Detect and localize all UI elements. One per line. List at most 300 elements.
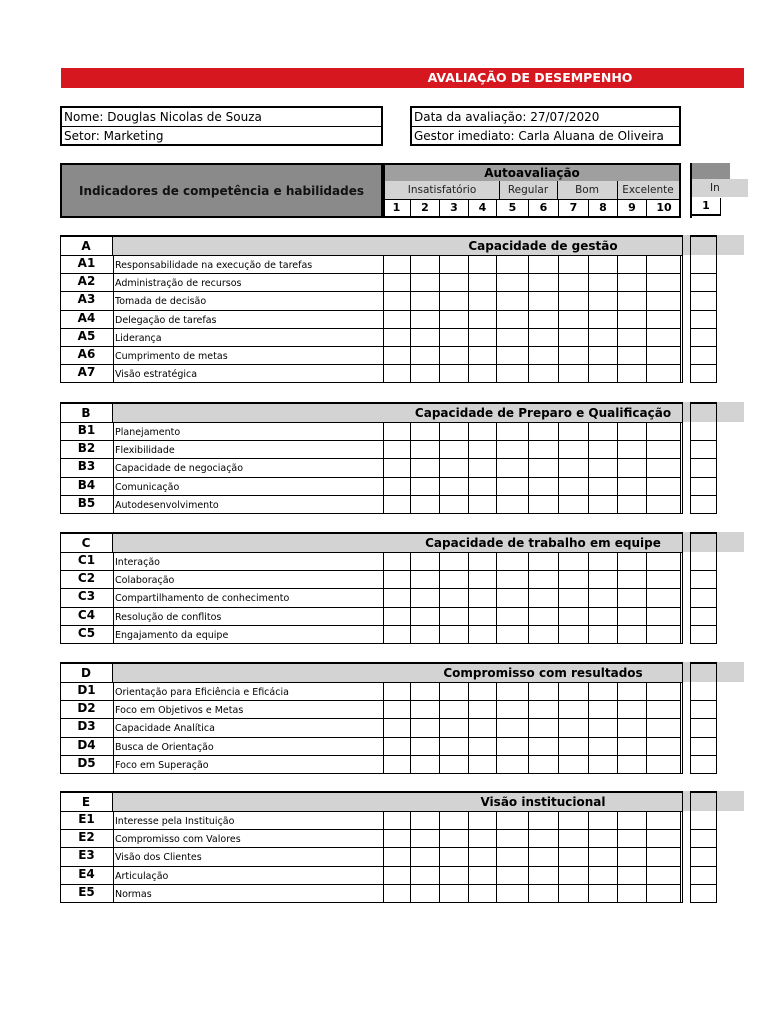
manager-score-cell[interactable]: [690, 884, 717, 903]
score-cell[interactable]: [647, 847, 681, 866]
score-cell[interactable]: [589, 829, 618, 848]
score-cell[interactable]: [647, 310, 681, 329]
score-cell[interactable]: [618, 552, 647, 571]
score-cell[interactable]: [411, 737, 440, 756]
score-cell[interactable]: [469, 829, 497, 848]
score-cell[interactable]: [618, 440, 647, 459]
score-cell[interactable]: [618, 364, 647, 383]
score-cell[interactable]: [529, 440, 559, 459]
score-cell[interactable]: [589, 495, 618, 514]
score-cell[interactable]: [411, 682, 440, 701]
manager-score-cell[interactable]: [690, 829, 717, 848]
score-cell[interactable]: [529, 625, 559, 644]
manager-score-cell[interactable]: [690, 718, 717, 737]
manager-score-cell[interactable]: [690, 588, 717, 607]
score-cell[interactable]: [647, 811, 681, 830]
score-cell[interactable]: [440, 440, 469, 459]
score-cell[interactable]: [589, 422, 618, 441]
score-cell[interactable]: [618, 866, 647, 885]
score-cell[interactable]: [383, 718, 411, 737]
score-cell[interactable]: [469, 495, 497, 514]
score-cell[interactable]: [469, 328, 497, 347]
score-cell[interactable]: [440, 588, 469, 607]
score-cell[interactable]: [589, 477, 618, 496]
score-cell[interactable]: [589, 440, 618, 459]
score-cell[interactable]: [497, 552, 529, 571]
score-cell[interactable]: [559, 291, 589, 310]
score-cell[interactable]: [589, 364, 618, 383]
score-cell[interactable]: [618, 458, 647, 477]
score-cell[interactable]: [383, 458, 411, 477]
score-cell[interactable]: [469, 866, 497, 885]
score-cell[interactable]: [469, 607, 497, 626]
manager-score-cell[interactable]: [690, 811, 717, 830]
score-cell[interactable]: [440, 328, 469, 347]
score-cell[interactable]: [589, 811, 618, 830]
score-cell[interactable]: [529, 477, 559, 496]
manager-score-cell[interactable]: [690, 328, 717, 347]
score-cell[interactable]: [440, 255, 469, 274]
score-cell[interactable]: [589, 866, 618, 885]
score-cell[interactable]: [647, 291, 681, 310]
score-cell[interactable]: [647, 346, 681, 365]
score-cell[interactable]: [497, 495, 529, 514]
score-cell[interactable]: [618, 682, 647, 701]
score-cell[interactable]: [383, 829, 411, 848]
manager-score-cell[interactable]: [690, 495, 717, 514]
score-cell[interactable]: [497, 458, 529, 477]
section-letter: D: [60, 664, 113, 682]
score-cell[interactable]: [559, 570, 589, 589]
score-cell[interactable]: [618, 310, 647, 329]
score-cell[interactable]: [618, 847, 647, 866]
score-cell[interactable]: [497, 291, 529, 310]
score-cell[interactable]: [647, 422, 681, 441]
score-cell[interactable]: [411, 866, 440, 885]
score-cell[interactable]: [497, 755, 529, 774]
score-cell[interactable]: [383, 422, 411, 441]
score-cell[interactable]: [440, 607, 469, 626]
score-cell[interactable]: [411, 884, 440, 903]
score-cell[interactable]: [529, 255, 559, 274]
score-cell[interactable]: [469, 273, 497, 292]
score-cell[interactable]: [529, 310, 559, 329]
score-cell[interactable]: [440, 755, 469, 774]
score-cell[interactable]: [618, 291, 647, 310]
score-cell[interactable]: [411, 607, 440, 626]
manager-score-cell[interactable]: [690, 291, 717, 310]
score-cell[interactable]: [469, 737, 497, 756]
score-cell[interactable]: [469, 458, 497, 477]
score-cell[interactable]: [411, 570, 440, 589]
score-cell[interactable]: [497, 866, 529, 885]
score-cell[interactable]: [618, 811, 647, 830]
score-cell[interactable]: [411, 552, 440, 571]
score-cell[interactable]: [618, 700, 647, 719]
score-cell[interactable]: [469, 718, 497, 737]
score-cell[interactable]: [589, 625, 618, 644]
score-cell[interactable]: [411, 495, 440, 514]
score-cell[interactable]: [497, 570, 529, 589]
score-cell[interactable]: [469, 477, 497, 496]
score-cell[interactable]: [411, 422, 440, 441]
score-cell[interactable]: [411, 477, 440, 496]
score-cell[interactable]: [469, 884, 497, 903]
score-cell[interactable]: [383, 440, 411, 459]
score-cell[interactable]: [383, 884, 411, 903]
score-cell[interactable]: [469, 422, 497, 441]
score-cell[interactable]: [529, 291, 559, 310]
score-cell[interactable]: [647, 273, 681, 292]
score-cell[interactable]: [529, 588, 559, 607]
score-cell[interactable]: [529, 847, 559, 866]
score-cell[interactable]: [411, 829, 440, 848]
score-cell[interactable]: [497, 829, 529, 848]
score-cell[interactable]: [647, 552, 681, 571]
score-cell[interactable]: [618, 328, 647, 347]
score-cell[interactable]: [589, 458, 618, 477]
score-cell[interactable]: [469, 310, 497, 329]
score-cell[interactable]: [559, 682, 589, 701]
score-cell[interactable]: [383, 570, 411, 589]
score-cell[interactable]: [469, 291, 497, 310]
score-cell[interactable]: [618, 495, 647, 514]
competency-label: Foco em Objetivos e Metas: [115, 705, 244, 717]
score-cell[interactable]: [440, 866, 469, 885]
score-cell[interactable]: [618, 255, 647, 274]
score-cell[interactable]: [497, 607, 529, 626]
score-cell[interactable]: [559, 495, 589, 514]
manager-score-cell[interactable]: [690, 477, 717, 496]
score-cell[interactable]: [589, 718, 618, 737]
score-cell[interactable]: [411, 273, 440, 292]
score-cell[interactable]: [440, 718, 469, 737]
score-cell[interactable]: [529, 328, 559, 347]
score-cell[interactable]: [559, 458, 589, 477]
score-cell[interactable]: [559, 866, 589, 885]
score-cell[interactable]: [383, 755, 411, 774]
score-cell[interactable]: [411, 625, 440, 644]
score-cell[interactable]: [559, 737, 589, 756]
score-cell[interactable]: [589, 755, 618, 774]
score-cell[interactable]: [559, 477, 589, 496]
score-cell[interactable]: [497, 718, 529, 737]
scale-number: 10: [656, 201, 672, 214]
score-cell[interactable]: [647, 570, 681, 589]
score-cell[interactable]: [618, 625, 647, 644]
score-cell[interactable]: [529, 346, 559, 365]
score-cell[interactable]: [589, 682, 618, 701]
score-cell[interactable]: [559, 718, 589, 737]
score-cell[interactable]: [469, 847, 497, 866]
score-cell[interactable]: [529, 682, 559, 701]
score-cell[interactable]: [411, 364, 440, 383]
score-cell[interactable]: [383, 588, 411, 607]
score-cell[interactable]: [529, 700, 559, 719]
score-cell[interactable]: [383, 552, 411, 571]
score-cell[interactable]: [440, 737, 469, 756]
score-cell[interactable]: [529, 866, 559, 885]
score-cell[interactable]: [440, 273, 469, 292]
score-cell[interactable]: [440, 884, 469, 903]
score-cell[interactable]: [559, 440, 589, 459]
score-cell[interactable]: [647, 866, 681, 885]
score-cell[interactable]: [618, 477, 647, 496]
score-cell[interactable]: [589, 328, 618, 347]
score-cell[interactable]: [411, 310, 440, 329]
score-cell[interactable]: [529, 718, 559, 737]
score-cell[interactable]: [589, 273, 618, 292]
score-cell[interactable]: [647, 588, 681, 607]
score-cell[interactable]: [383, 847, 411, 866]
score-cell[interactable]: [440, 811, 469, 830]
score-cell[interactable]: [497, 255, 529, 274]
score-cell[interactable]: [559, 884, 589, 903]
score-cell[interactable]: [497, 440, 529, 459]
score-cell[interactable]: [440, 346, 469, 365]
manager-score-cell[interactable]: [690, 440, 717, 459]
score-cell[interactable]: [497, 588, 529, 607]
score-cell[interactable]: [589, 570, 618, 589]
score-cell[interactable]: [411, 811, 440, 830]
score-cell[interactable]: [411, 346, 440, 365]
score-cell[interactable]: [383, 607, 411, 626]
score-cell[interactable]: [497, 700, 529, 719]
score-cell[interactable]: [647, 755, 681, 774]
score-cell[interactable]: [383, 255, 411, 274]
manager-score-cell[interactable]: [690, 552, 717, 571]
score-cell[interactable]: [529, 552, 559, 571]
score-cell[interactable]: [559, 625, 589, 644]
score-cell[interactable]: [647, 364, 681, 383]
score-cell[interactable]: [411, 255, 440, 274]
score-cell[interactable]: [559, 700, 589, 719]
score-cell[interactable]: [497, 811, 529, 830]
score-cell[interactable]: [469, 346, 497, 365]
score-cell[interactable]: [440, 829, 469, 848]
score-cell[interactable]: [618, 884, 647, 903]
score-cell[interactable]: [411, 440, 440, 459]
score-cell[interactable]: [529, 458, 559, 477]
score-cell[interactable]: [559, 273, 589, 292]
score-cell[interactable]: [469, 755, 497, 774]
score-cell[interactable]: [529, 495, 559, 514]
score-cell[interactable]: [497, 328, 529, 347]
score-cell[interactable]: [469, 700, 497, 719]
score-cell[interactable]: [469, 552, 497, 571]
manager-score-cell[interactable]: [690, 273, 717, 292]
score-cell[interactable]: [589, 737, 618, 756]
score-cell[interactable]: [440, 700, 469, 719]
score-cell[interactable]: [383, 625, 411, 644]
score-cell[interactable]: [559, 255, 589, 274]
score-cell[interactable]: [618, 273, 647, 292]
score-cell[interactable]: [589, 700, 618, 719]
score-cell[interactable]: [497, 422, 529, 441]
score-cell[interactable]: [647, 328, 681, 347]
score-cell[interactable]: [529, 607, 559, 626]
score-cell[interactable]: [383, 866, 411, 885]
score-cell[interactable]: [497, 682, 529, 701]
score-cell[interactable]: [589, 255, 618, 274]
score-cell[interactable]: [411, 700, 440, 719]
score-cell[interactable]: [383, 477, 411, 496]
score-cell[interactable]: [559, 346, 589, 365]
score-cell[interactable]: [383, 737, 411, 756]
score-cell[interactable]: [440, 495, 469, 514]
manager-score-cell[interactable]: [690, 364, 717, 383]
score-cell[interactable]: [529, 811, 559, 830]
score-cell[interactable]: [497, 273, 529, 292]
score-cell[interactable]: [383, 364, 411, 383]
score-cell[interactable]: [411, 847, 440, 866]
score-cell[interactable]: [647, 700, 681, 719]
score-cell[interactable]: [559, 829, 589, 848]
score-cell[interactable]: [383, 273, 411, 292]
score-cell[interactable]: [618, 588, 647, 607]
score-cell[interactable]: [469, 588, 497, 607]
manager-score-cell[interactable]: [690, 570, 717, 589]
score-cell[interactable]: [440, 847, 469, 866]
score-cell[interactable]: [411, 458, 440, 477]
score-cell[interactable]: [647, 884, 681, 903]
score-cell[interactable]: [440, 422, 469, 441]
score-cell[interactable]: [497, 364, 529, 383]
score-cell[interactable]: [559, 552, 589, 571]
manager-score-cell[interactable]: [690, 255, 717, 274]
score-cell[interactable]: [559, 328, 589, 347]
score-cell[interactable]: [647, 737, 681, 756]
score-cell[interactable]: [647, 625, 681, 644]
score-cell[interactable]: [411, 291, 440, 310]
score-cell[interactable]: [559, 607, 589, 626]
score-cell[interactable]: [559, 422, 589, 441]
score-cell[interactable]: [589, 847, 618, 866]
score-cell[interactable]: [559, 310, 589, 329]
score-cell[interactable]: [383, 700, 411, 719]
score-cell[interactable]: [529, 737, 559, 756]
manager-score-cell[interactable]: [690, 755, 717, 774]
score-cell[interactable]: [647, 607, 681, 626]
score-cell[interactable]: [618, 718, 647, 737]
score-cell[interactable]: [383, 682, 411, 701]
score-cell[interactable]: [383, 310, 411, 329]
score-cell[interactable]: [469, 811, 497, 830]
score-cell[interactable]: [469, 570, 497, 589]
score-cell[interactable]: [589, 310, 618, 329]
score-cell[interactable]: [469, 682, 497, 701]
score-cell[interactable]: [589, 607, 618, 626]
score-cell[interactable]: [440, 458, 469, 477]
score-cell[interactable]: [411, 755, 440, 774]
score-cell[interactable]: [618, 570, 647, 589]
score-cell[interactable]: [440, 477, 469, 496]
score-cell[interactable]: [529, 829, 559, 848]
score-cell[interactable]: [529, 273, 559, 292]
score-cell[interactable]: [559, 755, 589, 774]
score-cell[interactable]: [529, 884, 559, 903]
score-cell[interactable]: [589, 588, 618, 607]
score-cell[interactable]: [647, 829, 681, 848]
score-cell[interactable]: [589, 346, 618, 365]
score-cell[interactable]: [469, 625, 497, 644]
score-cell[interactable]: [559, 847, 589, 866]
manager-score-cell[interactable]: [690, 310, 717, 329]
score-cell[interactable]: [440, 682, 469, 701]
score-cell[interactable]: [411, 588, 440, 607]
score-cell[interactable]: [647, 255, 681, 274]
score-cell[interactable]: [383, 291, 411, 310]
score-cell[interactable]: [589, 291, 618, 310]
score-cell[interactable]: [383, 495, 411, 514]
score-cell[interactable]: [589, 884, 618, 903]
score-cell[interactable]: [411, 328, 440, 347]
score-cell[interactable]: [559, 588, 589, 607]
score-cell[interactable]: [589, 552, 618, 571]
score-cell[interactable]: [647, 682, 681, 701]
manager-score-cell[interactable]: [690, 607, 717, 626]
score-cell[interactable]: [440, 291, 469, 310]
score-cell[interactable]: [469, 364, 497, 383]
manager-score-cell[interactable]: [690, 458, 717, 477]
manager-score-cell[interactable]: [690, 682, 717, 701]
manager-score-cell[interactable]: [690, 700, 717, 719]
score-cell[interactable]: [559, 811, 589, 830]
score-cell[interactable]: [440, 310, 469, 329]
manager-score-cell[interactable]: [690, 847, 717, 866]
score-cell[interactable]: [647, 718, 681, 737]
score-cell[interactable]: [497, 625, 529, 644]
score-cell[interactable]: [559, 364, 589, 383]
manager-score-cell[interactable]: [690, 422, 717, 441]
score-cell[interactable]: [529, 364, 559, 383]
score-cell[interactable]: [618, 829, 647, 848]
score-cell[interactable]: [497, 310, 529, 329]
score-cell[interactable]: [497, 477, 529, 496]
score-cell[interactable]: [440, 364, 469, 383]
score-cell[interactable]: [497, 884, 529, 903]
score-cell[interactable]: [618, 346, 647, 365]
score-cell[interactable]: [647, 495, 681, 514]
score-cell[interactable]: [618, 422, 647, 441]
score-cell[interactable]: [618, 737, 647, 756]
score-cell[interactable]: [383, 328, 411, 347]
score-cell[interactable]: [647, 440, 681, 459]
score-cell[interactable]: [647, 458, 681, 477]
manager-score-cell[interactable]: [690, 625, 717, 644]
score-cell[interactable]: [440, 570, 469, 589]
score-cell[interactable]: [618, 607, 647, 626]
score-cell[interactable]: [440, 552, 469, 571]
score-cell[interactable]: [411, 718, 440, 737]
score-cell[interactable]: [647, 477, 681, 496]
score-cell[interactable]: [497, 847, 529, 866]
score-cell[interactable]: [497, 346, 529, 365]
score-cell[interactable]: [440, 625, 469, 644]
score-cell[interactable]: [529, 755, 559, 774]
score-cell[interactable]: [497, 737, 529, 756]
score-cell[interactable]: [469, 255, 497, 274]
score-cell[interactable]: [529, 570, 559, 589]
score-cell[interactable]: [529, 422, 559, 441]
manager-score-cell[interactable]: [690, 737, 717, 756]
score-cell[interactable]: [383, 811, 411, 830]
score-cell[interactable]: [383, 346, 411, 365]
score-cell[interactable]: [618, 755, 647, 774]
manager-score-cell[interactable]: [690, 346, 717, 365]
score-cell[interactable]: [469, 440, 497, 459]
manager-score-cell[interactable]: [690, 866, 717, 885]
